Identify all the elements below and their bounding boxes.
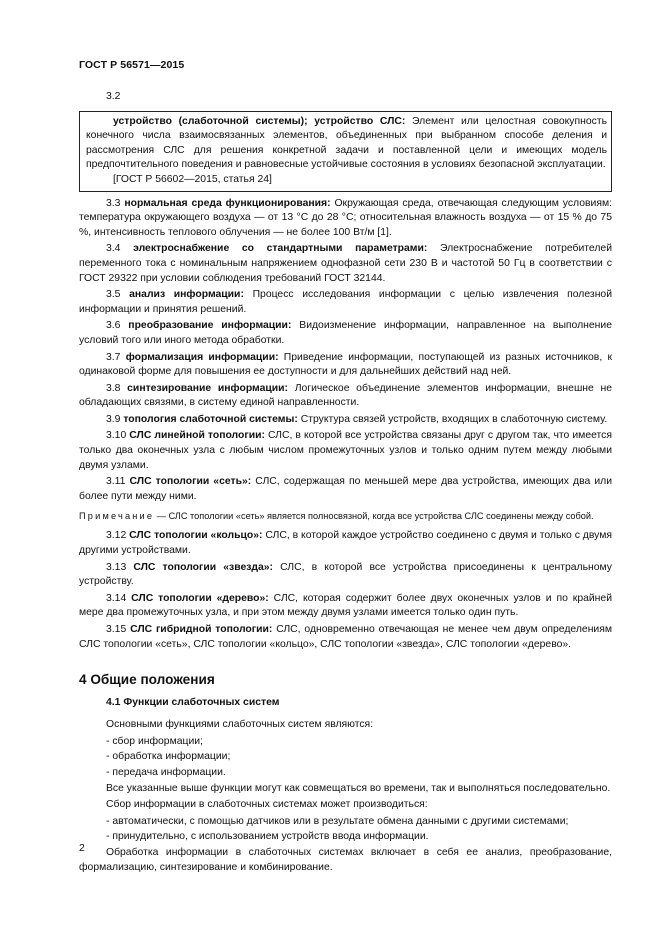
term-name: анализ информации: (129, 289, 244, 301)
term-3-7: 3.7 формализация информации: Приведение информации, поступающей из разных источников, к одинаковой форме для повышения ее доступности и для дальнейших действий над ней. (79, 351, 612, 378)
quoted-definition-box (79, 111, 612, 192)
term-3-5: 3.5 анализ информации: Процесс исследования информации с целью извлечения полезной информации и принятия решений. (79, 289, 613, 315)
term-3-6: 3.6 преобразование информации: Видоизменение информации, направленное на выполнение условий того или иного метода обработки. (79, 320, 612, 346)
term-3-15: 3.15 СЛС гибридной топологии: СЛС, одновременно отвечающая не менее чем двум определениям СЛС топологии «сеть», СЛС топологии «кольцо», СЛС топологии «звезда», СЛС топологии «дерево». (79, 624, 613, 650)
term-name: синтезирование информации: (127, 382, 288, 394)
term-name: СЛС топологии «сеть»: (129, 476, 252, 488)
subsection-title: 4.1 Функции слаботочных систем (106, 697, 280, 709)
term-3-11: 3.11 СЛС топологии «сеть»: СЛС, содержащая по меньшей мере два устройства, имеющих два или более пути между ними. (79, 476, 612, 502)
term-definition: СЛС, в которой все устройства присоединены к центральному устройству. (79, 561, 612, 588)
term-3-14: 3.14 СЛС топологии «дерево»: СЛС, которая содержит более двух оконечных узлов и по крайней мере два промежуточных узла, и при этом между двумя узлами имеется только один путь. (79, 592, 612, 619)
term-name: СЛС линейной топологии: (129, 430, 265, 442)
note-text: — СЛС топологии «сеть» является полносвязной, когда все устройства СЛС соединены между собой. (154, 511, 594, 522)
list-item: - автоматически, с помощью датчиков или в результате обмена данными с другими системами; (106, 815, 569, 827)
term-3-2 (86, 115, 607, 173)
term-definition: Логическое объединение элементов информации, внешне не обладающих связями, в систему единой направленности. (79, 382, 613, 409)
page-content (79, 90, 612, 877)
term-3-3: 3.3 нормальная среда функционирования: Окружающая среда, отвечающая следующим условиям: температура окружающего воздуха — от 13 °С до 28 °С; относительная влажность воздуха — от 15 % до 75 %, интенсивность теплового облучения — не более 100 Вт/м [1]. (79, 197, 612, 238)
term-definition: СЛС, которая содержит более двух оконечных узлов и по крайней мере два промежуточных узла, и при этом между двумя узлами имеется только один путь. (79, 592, 612, 619)
paragraph: Все указанные выше функции могут как совмещаться во времени, так и выполняться последовательно. (106, 782, 611, 794)
note (79, 510, 612, 523)
document-header: ГОСТ Р 56571—2015 (79, 59, 185, 71)
term-name: СЛС гибридной топологии: (130, 624, 273, 635)
page-number: 2 (79, 842, 85, 854)
term-source: [ГОСТ Р 56602—2015, статья 24] (113, 173, 272, 185)
list-item: - обработка информации; (106, 751, 231, 763)
note-label: Примечание (79, 511, 155, 522)
term-3-4: 3.4 электроснабжение со стандартными параметрами: Электроснабжение потребителей переменного тока с номинальным напряжением однофазной сети 230 В и частотой 50 Гц в соответствии с ГОСТ 29322 при условии соблюдения требований ГОСТ 32144. (79, 243, 613, 284)
term-3-8: 3.8 синтезирование информации: Логическое объединение элементов информации, внешне не обладающих связями, в систему единой направленности. (79, 382, 613, 409)
term-definition: СЛС, содержащая по меньшей мере два устройства, имеющих два или более пути между ними. (79, 476, 612, 502)
term-definition: Структура связей устройств, входящих в слаботочную систему. (297, 413, 608, 425)
term-definition: Процесс исследования информации с целью извлечения полезной информации и принятия решений. (79, 289, 613, 315)
term-3-10: 3.10 СЛС линейной топологии: СЛС, в которой все устройства связаны друг с другом так, что имеется только два оконечных узла с любым числом промежуточных узлов и только одним путем между любыми двумя узлами. (79, 430, 613, 471)
term-definition: Элемент или целостная совокупность конечного числа взаимосвязанных элементов, объединенных при выбранном способе деления и рассмотрения СЛС для решения конкретной задачи и поставленной цели и имеющих модель предпочтительного поведения и равновесные устойчивые состояния в условиях безопасной эксплуатации. (86, 115, 607, 171)
term-definition: Окружающая среда, отвечающая следующим условиям: температура окружающего воздуха — от 13 °С до 28 °С; относительная влажность воздуха — от 15 % до 75 %, интенсивность теплового облучения — не более 100 Вт/м [1]. (79, 197, 612, 238)
section-title: 4 Общие положения (79, 672, 215, 688)
term-definition: СЛС, в которой каждое устройство соединено с двумя и только с двумя другими устройствами. (79, 530, 613, 557)
term-definition: СЛС, одновременно отвечающая не менее чем двум определениям СЛС топологии «сеть», СЛС топологии «кольцо», СЛС топологии «звезда», СЛС топологии «дерево». (79, 624, 613, 650)
term-definition: Электроснабжение потребителей переменного тока с номинальным напряжением однофазной сети 230 В и частотой 50 Гц в соответствии с ГОСТ 29322 при условии соблюдения требований ГОСТ 32144. (79, 243, 613, 284)
paragraph: Сбор информации в слаботочных системах может производиться: (106, 799, 428, 811)
list-item: - принудительно, с использованием устройств ввода информации. (106, 831, 429, 843)
term-name: электроснабжение со стандартными параметрами: (133, 243, 428, 255)
term-3-13: 3.13 СЛС топологии «звезда»: СЛС, в которой все устройства присоединены к центральному устройству. (79, 561, 612, 588)
term-3-12: 3.12 СЛС топологии «кольцо»: СЛС, в которой каждое устройство соединено с двумя и только с двумя другими устройствами. (79, 530, 613, 557)
term-name: устройство (слаботочной системы); устройство СЛС: (113, 115, 406, 127)
term-name: нормальная среда функционирования: (124, 197, 331, 209)
term-number-3-2: 3.2 (106, 91, 121, 102)
term-definition: Приведение информации, поступающей из разных источников, к одинаковой форме для повышения ее доступности и для дальнейших действий над ней. (79, 351, 612, 378)
functions-intro: Основными функциями слаботочных систем являются: (106, 719, 374, 731)
term-3-9: 3.9 топология слаботочной системы: Структура связей устройств, входящих в слаботочную систему. (106, 413, 608, 425)
term-name: СЛС топологии «кольцо»: (129, 530, 263, 542)
term-definition: СЛС, в которой все устройства связаны друг с другом так, что имеется только два оконечных узла с любым числом промежуточных узлов и только одним путем между любыми двумя узлами. (79, 430, 613, 471)
term-name: преобразование информации: (128, 320, 292, 332)
term-name: СЛС топологии «дерево»: (131, 592, 269, 604)
term-name: топология слаботочной системы: (123, 413, 298, 425)
term-name: формализация информации: (125, 351, 279, 363)
term-definition: Видоизменение информации, направленное на выполнение условий того или иного метода обработки. (79, 320, 612, 346)
paragraph: Обработка информации в слаботочных системах включает в себя ее анализ, преобразование, формализацию, синтезирование и комбинирование. (79, 846, 612, 873)
list-item: - передача информации. (106, 766, 226, 778)
term-name: СЛС топологии «звезда»: (133, 561, 274, 573)
list-item: - сбор информации; (106, 735, 203, 747)
